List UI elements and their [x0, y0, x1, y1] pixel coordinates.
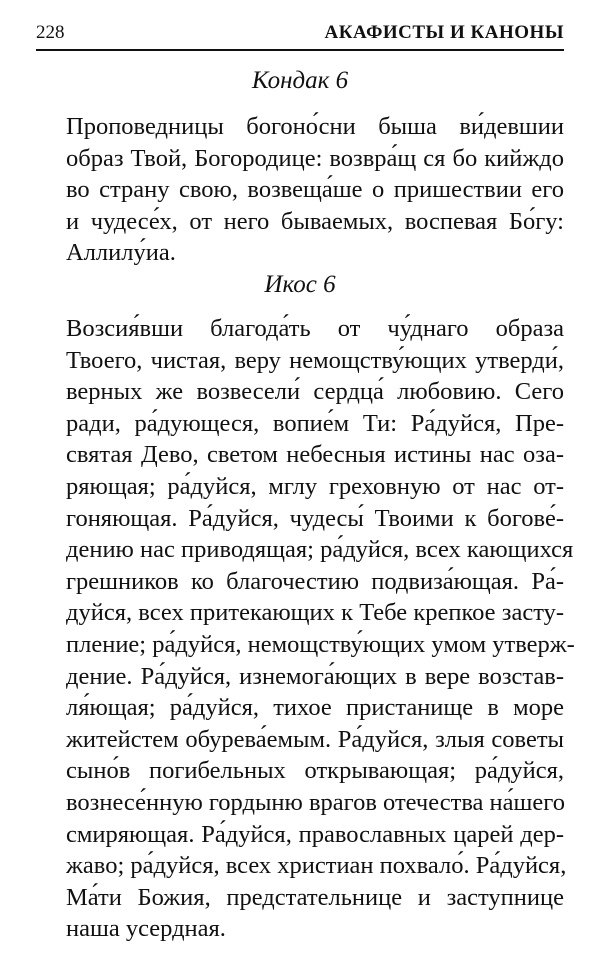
text-line: верных же возвесели́ сердца́ любовию. Сего	[66, 378, 564, 406]
text-line: Ма́ти Божия, предстательнице и заступнице	[66, 883, 564, 911]
text-line: дуйся, всех притекающих к Тебе крепкое засту-	[66, 599, 564, 627]
text-line: пление; ра́дуйся, немощству́ющих умом утверж-	[66, 630, 575, 658]
text-line: гоняющая. Ра́дуйся, чудесы́ Твоими к богове́-	[66, 504, 564, 532]
kondak-heading: Кондак 6	[251, 67, 349, 94]
text-line: наша усердная.	[66, 915, 226, 943]
text-line: сыно́в погибельных открывающая; ра́дуйся,	[66, 757, 564, 785]
running-title: АКАФИСТЫ И КАНОНЫ	[324, 22, 564, 43]
page-number: 228	[36, 22, 65, 43]
text-line: дение. Ра́дуйся, изнемога́ющих в вере возстав-	[66, 662, 564, 690]
kondak-text	[66, 111, 564, 269]
text-line: и чудесе́х, от него бываемых, воспевая Бо́гу:	[66, 207, 564, 235]
text-line: житейстем обурева́емым. Ра́дуйся, злыя советы	[66, 725, 564, 753]
ikos-heading: Икос 6	[264, 271, 336, 298]
text-line: ради, ра́дующеся, вопие́м Ти: Ра́дуйся, Пре-	[66, 409, 564, 437]
text-line: Аллилу́иа.	[66, 239, 176, 267]
page-header	[36, 22, 564, 44]
text-line: Твоего, чистая, веру немощству́ющих утверди́,	[66, 346, 564, 374]
text-line: во страну свою, возвеща́ше о пришествии его	[66, 176, 564, 204]
text-line: жаво; ра́дуйся, всех христиан похвало́. Ра́дуйся,	[66, 852, 567, 880]
header-rule	[36, 49, 564, 51]
text-line: образ Твой, Богородице: возвра́щ ся бо кийждо	[66, 144, 564, 172]
text-line: святая Дево, светом небесныя истины нас оза-	[66, 441, 564, 469]
text-line: вознесе́нную гордыню врагов отечества на́шего	[66, 788, 565, 816]
text-line: ля́ющая; ра́дуйся, тихое пристанище в море	[66, 694, 564, 722]
text-line: смиряющая. Ра́дуйся, православных царей дер-	[66, 820, 564, 848]
text-line: Проповедницы богоно́сни быша ви́девшии	[66, 113, 564, 140]
text-line: Возсия́вши благода́ть от чу́днаго образа	[66, 315, 564, 342]
text-line: дению нас приводящая; ра́дуйся, всех кающихся	[66, 536, 574, 564]
ikos-text	[66, 313, 575, 945]
text-line: грешников ко благочестию подвиза́ющая. Ра́-	[66, 567, 564, 595]
text-line: ряющая; ра́дуйся, мглу греховную от нас от-	[66, 472, 564, 500]
